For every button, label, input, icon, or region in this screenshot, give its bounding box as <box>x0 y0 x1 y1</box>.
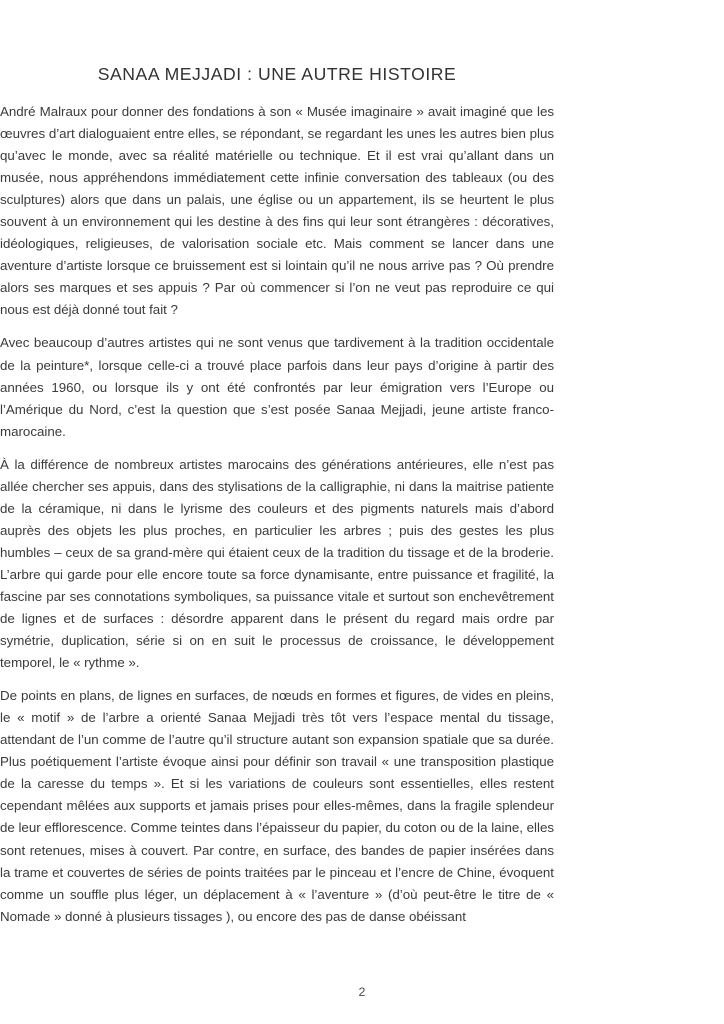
paragraph: De points en plans, de lignes en surfaces, de nœuds en formes et figures, de vides en pleins, le « motif » de l’arbre a orienté Sanaa Mejjadi très tôt vers l’espace mental du tissage, attendant de l’un comme de l’autre qu’il structure autant son expansion spatiale que sa durée. Plus poétiquement l’artiste évoque ainsi pour définir son travail « une transposition plastique de la caresse du temps ». Et si les variations de couleurs sont essentielles, elles restent cependant mêlées aux supports et jamais prises pour elles-mêmes, dans la fragile splendeur de leur efflorescence. Comme teintes dans l’épaisseur du papier, du coton ou de la laine, elles sont retenues, mises à couvert. Par contre, en surface, des bandes de papier insérées dans la trame et couvertes de séries de points traitées par le pinceau et l’encre de Chine, évoquent comme un souffle plus léger, un déplacement à « l’aventure » (d’où peut-être le titre de « Nomade » donné à plusieurs tissages ), ou encore des pas de danse obéissant <box>0 688 554 924</box>
body-text-column <box>0 101 554 928</box>
paragraph: André Malraux pour donner des fondations à son « Musée imaginaire » avait imaginé que les œuvres d’art dialoguaient entre elles, se répondant, se regardant les unes les autres bien plus qu’avec le monde, avec sa réalité matérielle ou technique. Et il est vrai qu’allant dans un musée, nous appréhendons immédiatement cette infinie conversation des tableaux (ou des sculptures) alors que dans un palais, une église ou un appartement, ils se heurtent le plus souvent à un environnement qui les destine à des fins qui leur sont étrangères : décoratives, idéologiques, religieuses, de valorisation sociale etc. Mais comment se lancer dans une aventure d’artiste lorsque ce bruissement est si lointain qu’il ne nous arrive pas ? Où prendre alors ses marques et ses appuis ? Par où commencer si l’on ne veut pas reproduire ce qui nous est déjà donné tout fait ? <box>0 104 554 318</box>
paragraph: À la différence de nombreux artistes marocains des générations antérieures, elle n’est pas allée chercher ses appuis, dans des stylisations de la calligraphie, ni dans la maitrise patiente de la céramique, ni dans le lyrisme des couleurs et des pigments naturels mais d’abord auprès des objets les plus proches, en particulier les arbres ; puis des gestes les plus humbles – ceux de sa grand-mère qui étaient ceux de la tradition du tissage et de la broderie. L’arbre qui garde pour elle encore toute sa force dynamisante, entre puissance et fragilité, la fascine par ses connotations symboliques, sa puissance vitale et surtout son enchevêtrement de lignes et de surfaces : désordre apparent dans le présent du regard mais ordre par symétrie, duplication, série si on en suit le processus de croissance, le développement temporel, le « rythme ». <box>0 456 554 671</box>
paragraph: Avec beaucoup d’autres artistes qui ne sont venus que tardivement à la tradition occidentale de la peinture*, lorsque celle-ci a trouvé place parfois dans leur pays d’origine à partir des années 1960, ou lorsque ils y ont été confrontés par leur émigration vers l’Europe ou l’Amérique du Nord, c’est la question que s’est posée Sanaa Mejjadi, jeune artiste franco-marocaine. <box>0 335 554 439</box>
page-title: SANAA MEJJADI : UNE AUTRE HISTOIRE <box>97 64 457 84</box>
page-number: 2 <box>358 985 366 999</box>
